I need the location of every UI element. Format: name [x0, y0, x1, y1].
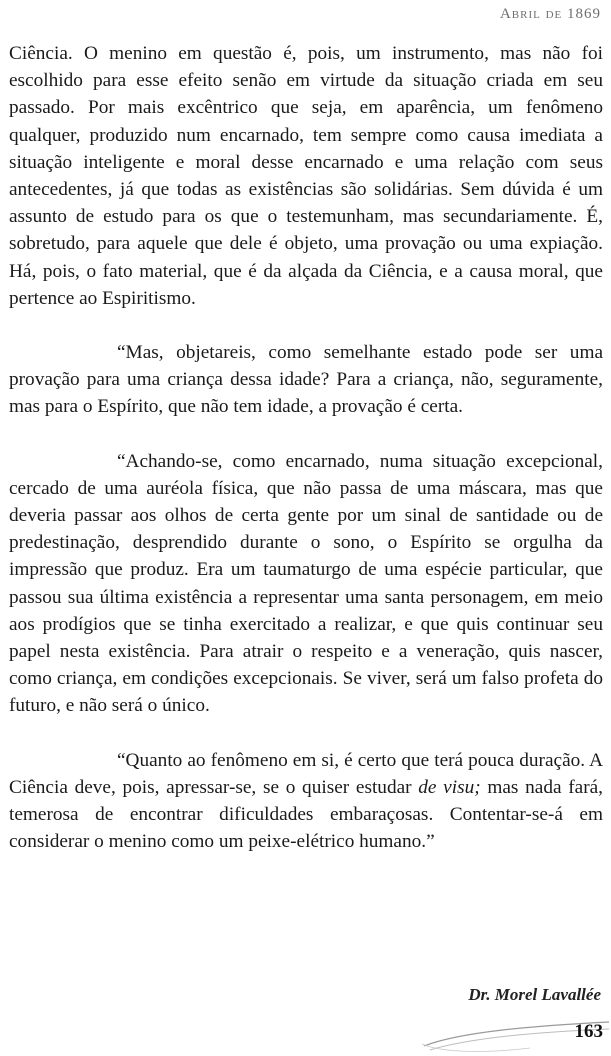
paragraph-4-text-a: “Quanto ao fenômeno em si, é certo que terá pouca duração. A Ciência deve, pois, apressar-se, se o quiser estudar	[9, 749, 603, 798]
running-header: Abril de 1869	[499, 6, 601, 22]
author-signature: Dr. Morel Lavallée	[468, 985, 601, 1004]
paragraph-4-latin-phrase: de visu;	[418, 776, 481, 798]
paragraph-4	[9, 747, 603, 856]
paragraph-1: Ciência. O menino em questão é, pois, um instrumento, mas não foi escolhido para esse efeito senão em virtude da situação criada em seu passado. Por mais excêntrico que seja, em aparência, um fenômeno qualquer, produzido num encarnado, tem sempre como causa imediata a situação inteligente e moral desse encarnado e uma relação com seus antecedentes, já que todas as existências são solidárias. Sem dúvida é um assunto de estudo para os que o testemunham, mas secundariamente. É, sobretudo, para aquele que dele é objeto, uma provação ou uma expiação. Há, pois, o fato material, que é da alçada da Ciência, e a causa moral, que pertence ao Espiritismo.	[9, 43, 603, 309]
page-body	[9, 40, 603, 855]
paragraph-3: “Achando-se, como encarnado, numa situação excepcional, cercado de uma auréola física, que não passa de uma máscara, mas que deveria passar aos olhos de certa gente por um sinal de santidade ou de predestinação, desprendido durante o sono, o Espírito se orgulha da impressão que produz. Era um taumaturgo de uma espécie particular, que passou sua última existência a representar uma santa personagem, em meio aos prodígios que se tinha exercitado a realizar, e que quis continuar seu papel nesta existência. Para atrair o respeito e a veneração, quis nascer, como criança, em condições excepcionais. Se viver, será um falso profeta do futuro, e não será o único.	[9, 450, 603, 717]
paragraph-4-text-b: mas nada fará, temerosa de encontrar dificuldades embaraçosas. Contentar-se-á em considerar o menino como um peixe-elétrico humano.”	[9, 776, 603, 853]
page-number: 163	[574, 1021, 603, 1042]
paragraph-2: “Mas, objetareis, como semelhante estado pode ser uma provação para uma criança dessa idade? Para a criança, não, seguramente, mas para o Espírito, que não tem idade, a provação é certa.	[9, 342, 603, 418]
